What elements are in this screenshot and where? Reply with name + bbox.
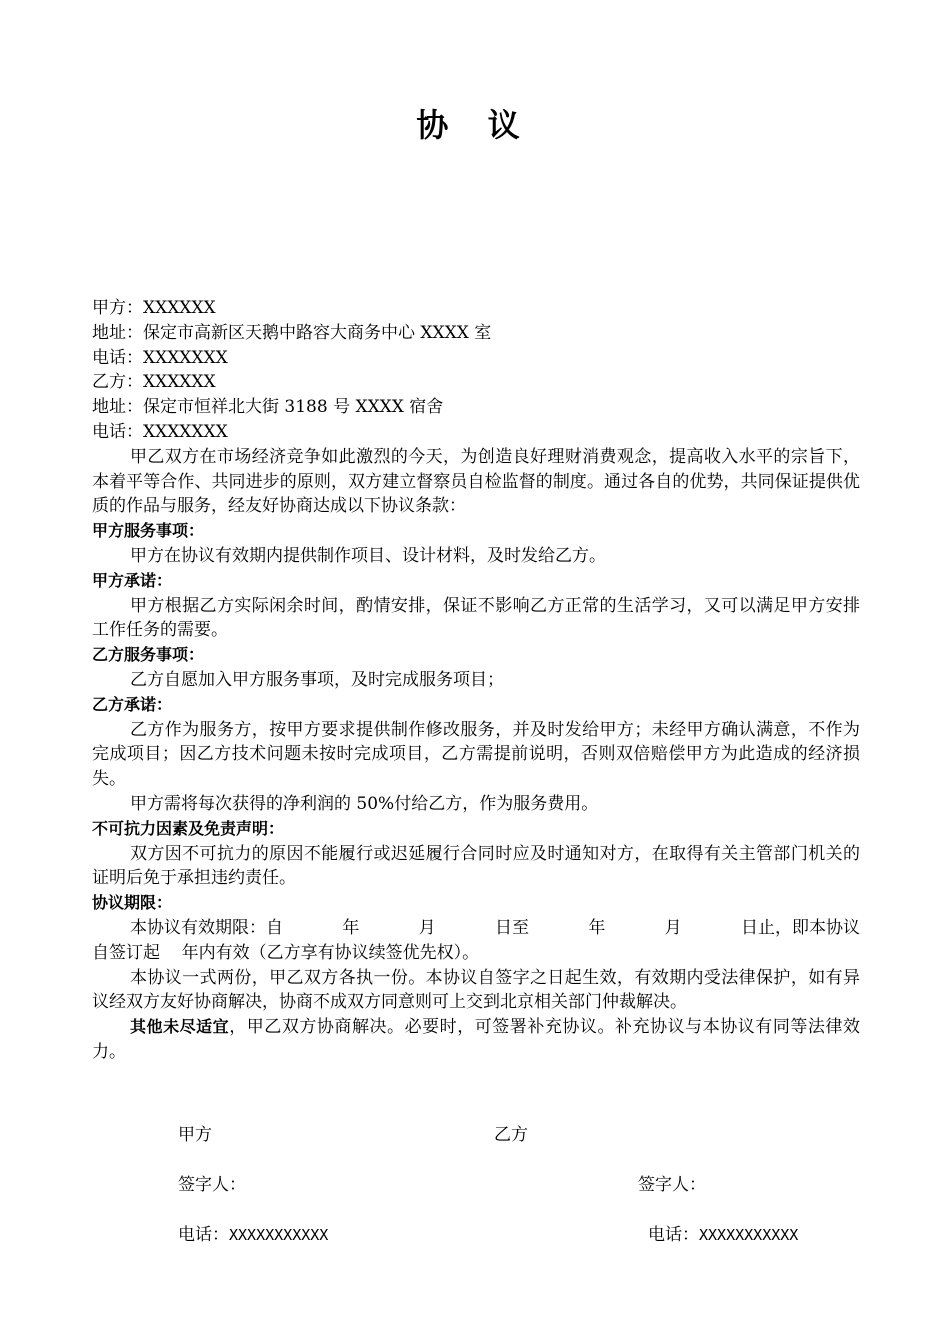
agreement-body [92, 296, 860, 1065]
phone-b-field [648, 1220, 798, 1245]
phone-a-value: XXXXXXXXXXX [229, 1226, 329, 1244]
term-part: 本协议有效期限：自 [130, 917, 283, 938]
term-part: 日至 [494, 917, 529, 938]
term-validity-line: 自签订起 年内有效（乙方享有协议续签优先权）。 [92, 942, 480, 963]
party-b-promise-heading: 乙方承诺： [92, 694, 173, 714]
copies-text: 本协议一式两份，甲乙双方各执一份。本协议自签字之日起生效，有效期内受法律保护，如有异议经双方友好协商解决，协商不成双方同意则可上交到北京相关部门仲裁解决。 [92, 967, 860, 1013]
force-majeure-text: 双方因不可抗力的原因不能履行或迟延履行合同时应及时通知对方，在取得有关主管部门机关的证明后免于承担违约责任。 [92, 843, 860, 889]
party-a-service-heading: 甲方服务事项： [92, 521, 205, 541]
payment-terms-text: 甲方需将每次获得的净利润的 50%付给乙方，作为服务费用。 [130, 793, 599, 814]
party-b-name: 乙方：XXXXXX [92, 372, 216, 393]
party-b-promise-text: 乙方作为服务方，按甲方要求提供制作修改服务，并及时发给甲方；未经甲方确认满意，不作为完成项目；因乙方技术问题未按时完成项目，乙方需提前说明，否则双倍赔偿甲方为此造成的经济损失。 [92, 719, 860, 790]
term-part: 年 [342, 917, 360, 938]
phone-a-field [178, 1220, 328, 1245]
party-b-address: 地址：保定市恒祥北大街 3188 号 XXXX 宿舍 [92, 397, 444, 418]
party-a-service-text: 甲方在协议有效期内提供制作项目、设计材料，及时发给乙方。 [130, 545, 606, 566]
signer-a-field: 签字人： [178, 1175, 246, 1195]
other-matters-rest: ，甲乙双方协商解决。必要时，可签署补充协议。补充协议与本协议有同等法律效力。 [92, 1017, 860, 1062]
other-matters-paragraph [92, 1015, 860, 1065]
term-part: 月 [664, 917, 682, 938]
party-b-service-text: 乙方自愿加入甲方服务事项，及时完成服务项目； [130, 669, 504, 690]
signature-party-a-label: 甲方 [178, 1125, 212, 1145]
document-title: 协 议 [416, 106, 534, 144]
phone-b-value: XXXXXXXXXXX [699, 1226, 799, 1244]
term-part: 月 [418, 917, 436, 938]
term-part: 年 [588, 917, 606, 938]
force-majeure-heading: 不可抗力因素及免责声明： [92, 818, 285, 838]
intro-paragraph: 甲乙双方在市场经济竞争如此激烈的今天，为创造良好理财消费观念，提高收入水平的宗旨下，本着平等合作、共同进步的原则，双方建立督察员自检监督的制度。通过各自的优势，共同保证提供优质的作品与服务，经友好协商达成以下协议条款： [92, 446, 860, 517]
party-a-address: 地址：保定市高新区天鹅中路容大商务中心 XXXX 室 [92, 322, 492, 343]
term-part: 日止，即本协议 [740, 917, 860, 938]
party-a-name: 甲方：XXXXXX [92, 298, 216, 318]
term-dates-line [92, 916, 860, 941]
party-b-service-heading: 乙方服务事项： [92, 645, 205, 665]
other-matters-bold: 其他未尽适宜 [130, 1017, 230, 1037]
party-b-phone: 电话：XXXXXXX [92, 421, 228, 442]
signature-party-b-label: 乙方 [494, 1125, 528, 1145]
party-a-promise-text: 甲方根据乙方实际闲余时间，酌情安排，保证不影响乙方正常的生活学习，又可以满足甲方安排工作任务的需要。 [92, 595, 860, 641]
party-a-phone: 电话：XXXXXXX [92, 347, 228, 368]
term-heading: 协议期限： [92, 893, 173, 913]
party-a-promise-heading: 甲方承诺： [92, 570, 173, 590]
phone-b-label: 电话： [648, 1225, 699, 1245]
phone-a-label: 电话： [178, 1225, 229, 1245]
signer-b-field: 签字人： [638, 1175, 706, 1195]
